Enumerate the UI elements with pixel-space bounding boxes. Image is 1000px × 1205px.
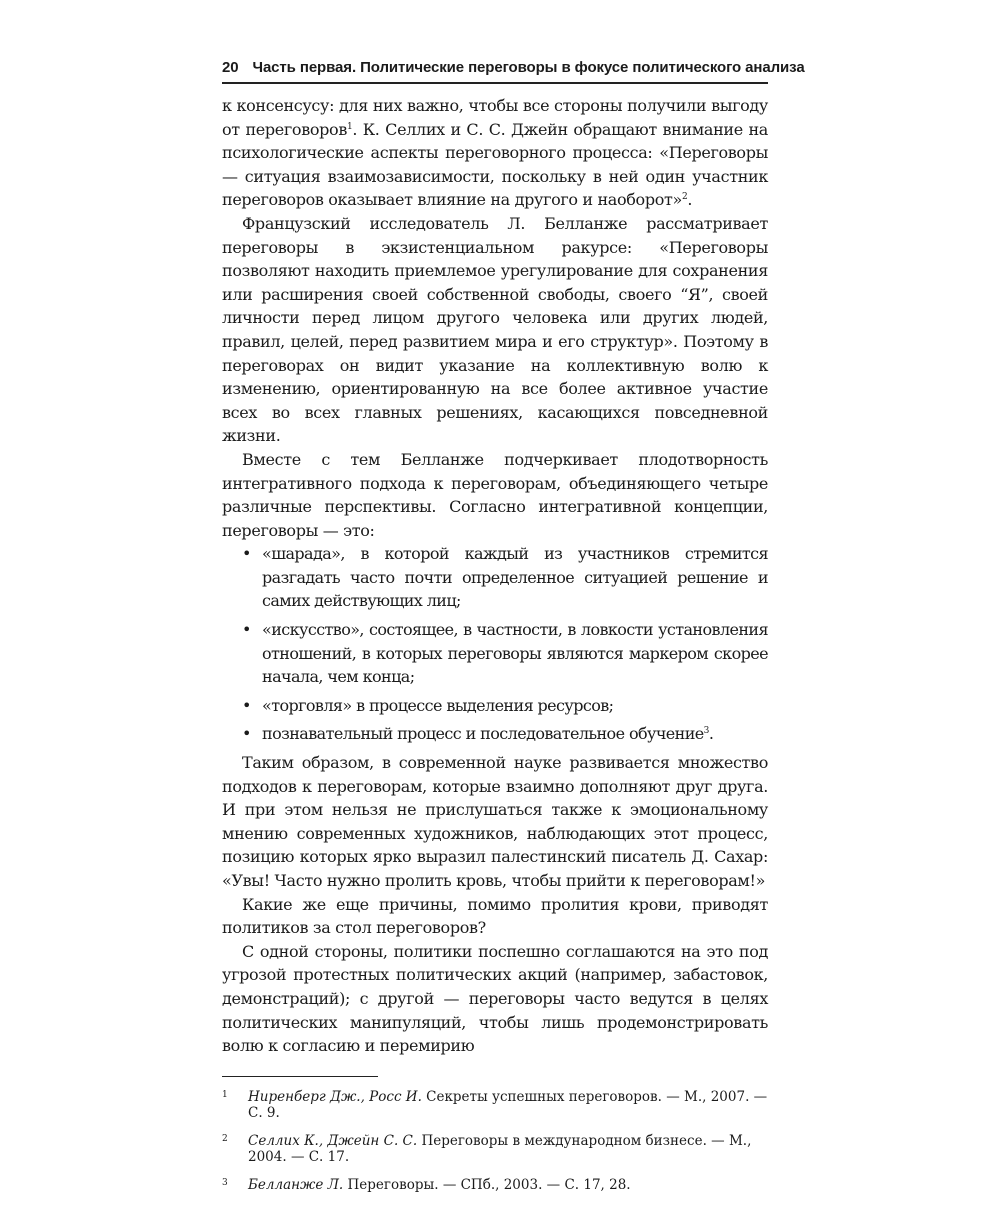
- bullet-icon: •: [242, 544, 251, 564]
- footnote: [222, 1089, 768, 1121]
- header-rule: [222, 82, 768, 84]
- running-head: [222, 58, 805, 78]
- footnote-ref-2: 2: [681, 192, 688, 203]
- footnote-author: Селлих К., Джейн С. С.: [248, 1132, 418, 1149]
- paragraph-4: Таким образом, в современной науке развивается множество подходов к переговорам, которые взаимно дополняют друг друга. И при этом нельзя не прислушаться также к эмоциональному мнению современных художников, наблюдающих этот процесс, позицию которых ярко выразил палестинский писатель Д. Сахар: «Увы! Часто нужно пролить кровь, чтобы прийти к переговорам!»: [222, 753, 768, 890]
- footnote-text: Переговоры в международном бизнесе. — М., 2004. — С. 17.: [248, 1132, 752, 1165]
- footnote-number: 2: [222, 1133, 228, 1144]
- list-item: • «торговля» в процессе выделения ресурсов;: [222, 694, 768, 723]
- running-title: Часть первая. Политические переговоры в фокусе политического анализа: [252, 59, 805, 76]
- footnote-rule: [222, 1076, 378, 1077]
- footnote-author: Ниренберг Дж., Росс И.: [248, 1088, 422, 1105]
- footnote-text: Переговоры. — СПб., 2003. — С. 17, 28.: [343, 1176, 631, 1193]
- paragraph-5: Какие же еще причины, помимо пролития крови, приводят политиков за стол переговоров?: [222, 894, 768, 938]
- footnote: [222, 1177, 768, 1193]
- footnotes: [222, 1089, 768, 1193]
- paragraph-3: Вместе с тем Белланже подчеркивает плодотворность интегративного подхода к переговорам, объединяющего четыре различные перспективы. Согласно интегративной концепции, переговоры — это:: [222, 449, 768, 540]
- footnote-text: Секреты успешных переговоров. — М., 2007. — С. 9.: [248, 1088, 768, 1121]
- footnote: [222, 1133, 768, 1165]
- footnote-author: Белланже Л.: [248, 1176, 344, 1193]
- book-page: [222, 58, 805, 1205]
- bullet-icon: •: [242, 724, 251, 744]
- paragraph-6: С одной стороны, политики поспешно соглашаются на это под угрозой протестных политических акций (например, забастовок, демонстраций); с другой — переговоры часто ведутся в целях политических манипуляций, чтобы лишь продемонстрировать волю к согласию и перемирию: [222, 941, 768, 1056]
- footnote-number: 3: [222, 1177, 228, 1188]
- perspectives-list: [222, 542, 768, 751]
- paragraph-2: Французский исследователь Л. Белланже рассматривает переговоры в экзистенциальном ракурсе: «Переговоры позволяют находить приемлемое урегулирование для сохранения или расширения своей собственной свободы, своего “Я”, своей личности перед лицом другого человека или других людей, правил, целей, перед развитием мира и его структур». Поэтому в переговорах он видит указание на коллективную волю к изменению, ориентированную на все более активное участие всех во всех главных решениях, касающихся повседневной жизни.: [222, 213, 768, 446]
- body-text: [222, 94, 768, 1058]
- footnote-number: 1: [222, 1089, 228, 1100]
- page-number: 20: [222, 59, 239, 76]
- list-item: • «шарада», в которой каждый из участников стремится разгадать часто почти определенное ситуацией решение и самих действующих лиц;: [242, 544, 768, 611]
- paragraph-1: к консенсусу: для них важно, чтобы все стороны получили выгоду от переговоров$^1$. К. Селлих и С. С. Джейн обращают внимание на психологические аспекты переговорного процесса: «Переговоры — ситуация взаимозависимости, поскольку в ней один участник переговоров оказывает влияние на другого и наоборот»$^2$.: [222, 96, 768, 210]
- bullet-icon: •: [242, 695, 251, 715]
- list-item: • познавательный процесс и последовательное обучение$^3$.: [222, 722, 768, 751]
- footnote-ref-3: 3: [703, 726, 709, 737]
- footnote-ref-1: 1: [346, 121, 353, 132]
- list-item: • «искусство», состоящее, в частности, в ловкости установления отношений, в которых переговоры являются маркером скорее начала, чем конца;: [242, 620, 768, 687]
- bullet-icon: •: [242, 620, 251, 640]
